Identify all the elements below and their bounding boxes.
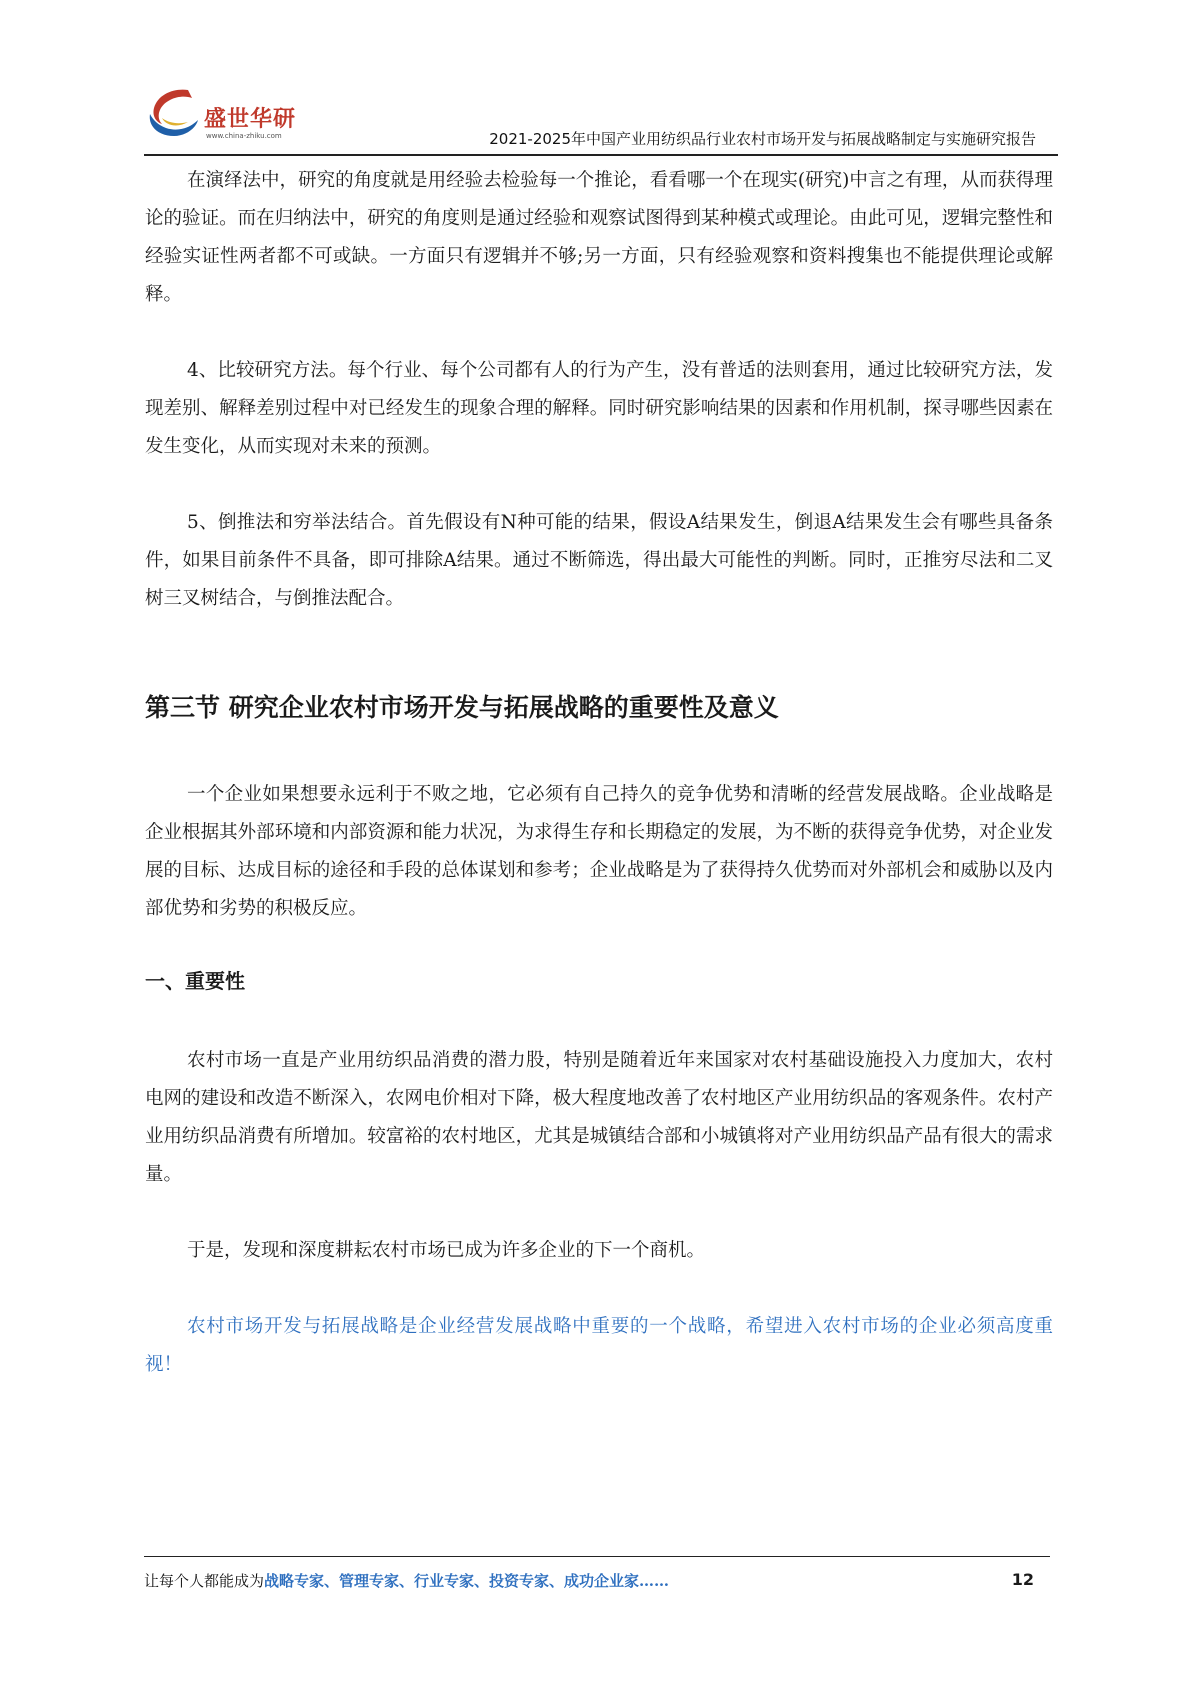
section-title: 第三节 研究企业农村市场开发与拓展战略的重要性及意义 [145, 693, 779, 722]
section-paragraph: 一个企业如果想要永远利于不败之地，它必须有自己持久的竞争优势和清晰的经营发展战略。企业战略是企业根据其外部环境和内部资源和能力状况，为求得生存和长期稳定的发展，为不断的获得竞争优势，对企业发展的目标、达成目标的途径和手段的总体谋划和参考；企业战略是为了获得持久优势而对外部机会和威胁以及内部优势和劣势的积极反应。 [145, 784, 1053, 919]
footer-slogan-roles: 战略专家、管理专家、行业专家、投资专家、成功企业家…… [264, 1572, 670, 1590]
footer-divider [144, 1556, 1050, 1557]
footer-slogan-lead: 让每个人都能成为 [144, 1572, 265, 1590]
highlight-paragraph: 农村市场开发与拓展战略是企业经营发展战略中重要的一个战略，希望进入农村市场的企业必须高度重视！ [145, 1316, 1053, 1375]
page-footer [144, 1570, 1050, 1594]
header-divider [144, 154, 1058, 156]
logo-swirl-icon [144, 84, 204, 144]
logo-url: www.china-zhiku.com [206, 132, 282, 140]
method-4-paragraph: 4、比较研究方法。每个行业、每个公司都有人的行为产生，没有普适的法则套用，通过比较研究方法，发现差别、解释差别过程中对已经发生的现象合理的解释。同时研究影响结果的因素和作用机制，探寻哪些因素在发生变化，从而实现对未来的预测。 [145, 360, 1053, 457]
intro-paragraph: 在演绎法中，研究的角度就是用经验去检验每一个推论，看看哪一个在现实(研究)中言之有理，从而获得理论的验证。而在归纳法中，研究的角度则是通过经验和观察试图得到某种模式或理论。由此可见，逻辑完整性和经验实证性两者都不可或缺。一方面只有逻辑并不够;另一方面，只有经验观察和资料搜集也不能提供理论或解释。 [145, 170, 1053, 305]
company-logo [144, 84, 344, 146]
opportunity-paragraph: 于是，发现和深度耕耘农村市场已成为许多企业的下一个商机。 [187, 1240, 706, 1261]
importance-paragraph: 农村市场一直是产业用纺织品消费的潜力股，特别是随着近年来国家对农村基础设施投入力度加大，农村电网的建设和改造不断深入，农网电价相对下降，极大程度地改善了农村地区产业用纺织品的客观条件。农村产业用纺织品消费有所增加。较富裕的农村地区，尤其是城镇结合部和小城镇将对产业用纺织品产品有很大的需求量。 [145, 1050, 1053, 1185]
page-header [144, 84, 1058, 156]
method-5-paragraph: 5、倒推法和穷举法结合。首先假设有N种可能的结果，假设A结果发生，倒退A结果发生会有哪些具备条件，如果目前条件不具备，即可排除A结果。通过不断筛选，得出最大可能性的判断。同时，正推穷尽法和二叉树三叉树结合，与倒推法配合。 [145, 512, 1053, 609]
logo-name: 盛世华研 [204, 107, 297, 132]
subsection-title: 一、重要性 [145, 969, 245, 993]
report-title: 2021-2025年中国产业用纺织品行业农村市场开发与拓展战略制定与实施研究报告 [489, 130, 1036, 148]
page-number: 12 [1011, 1570, 1034, 1589]
page-content [145, 162, 1053, 1384]
